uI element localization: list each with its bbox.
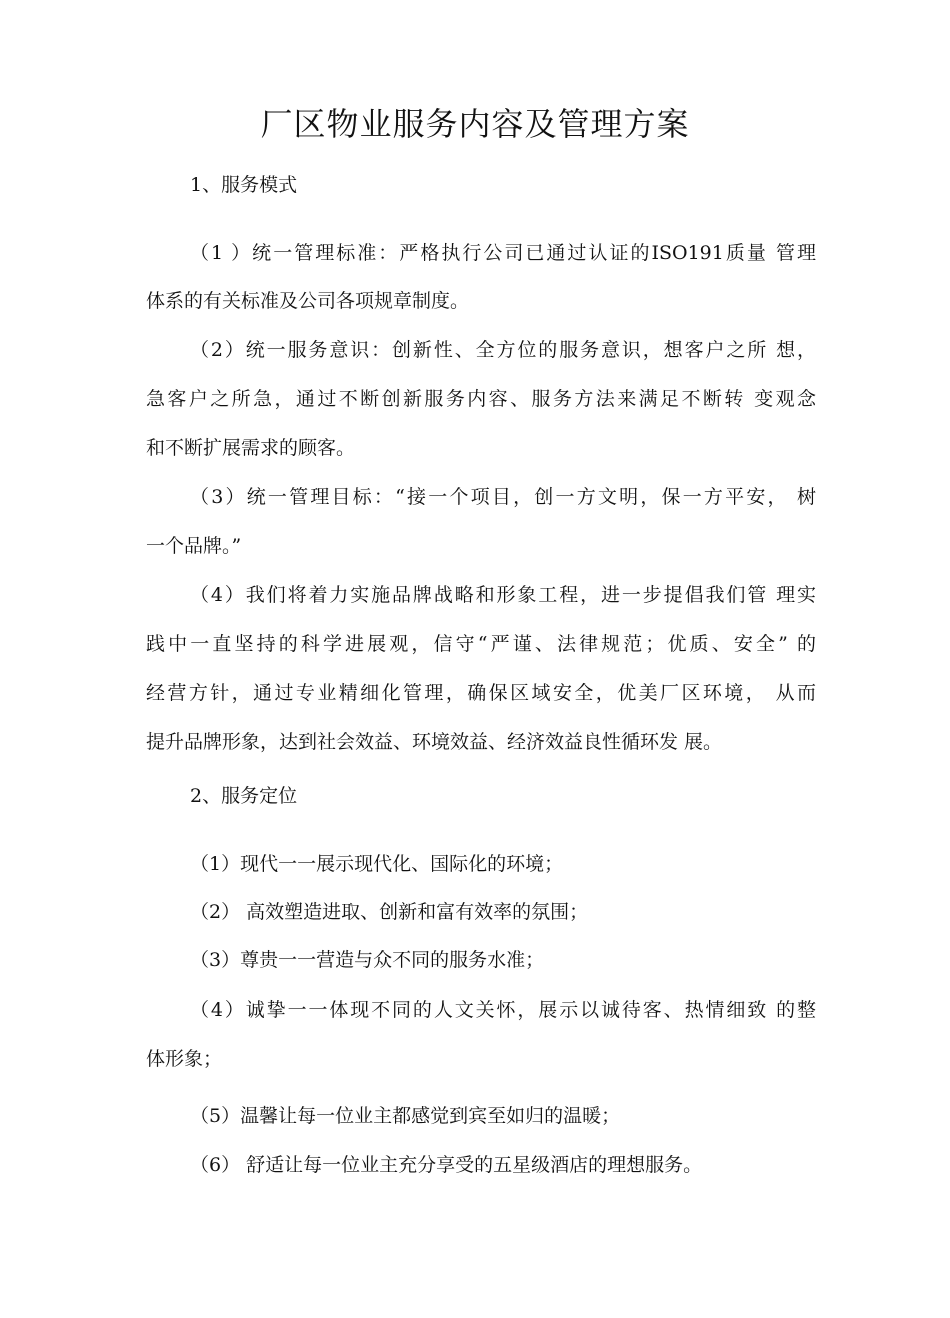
section-heading-service-mode: 1、服务模式 [190, 174, 298, 196]
paragraph-line: 践中一直坚持的科学进展观，信守“严谨、法律规范；优质、安全” 的 [146, 633, 816, 655]
paragraph-line: （3）统一管理目标：“接一个项目，创一方文明，保一方平安， 树 [190, 486, 816, 508]
paragraph-line: （4）我们将着力实施品牌战略和形象工程，进一步提倡我们管 理实 [190, 584, 816, 606]
section-heading-service-positioning: 2、服务定位 [190, 785, 298, 807]
paragraph-line: 提升品牌形象，达到社会效益、环境效益、经济效益良性循环发 展。 [146, 731, 723, 753]
paragraph-line: （1 ）统一管理标准：严格执行公司已通过认证的ISO191质量 管理 [190, 242, 816, 264]
paragraph-line: 一个品牌。” [146, 535, 242, 557]
list-item: （4）诚挚一一体现不同的人文关怀，展示以诚待客、热情细致 的整 [190, 999, 816, 1021]
paragraph-line: 经营方针，通过专业精细化管理，确保区域安全，优美厂区环境， 从而 [146, 682, 816, 704]
list-item: （5）温馨让每一位业主都感觉到宾至如归的温暖； [190, 1105, 621, 1127]
document-title: 厂区物业服务内容及管理方案 [260, 105, 690, 143]
paragraph-line: （2）统一服务意识：创新性、全方位的服务意识，想客户之所 想， [190, 339, 816, 361]
paragraph-line: 急客户之所急，通过不断创新服务内容、服务方法来满足不断转 变观念 [146, 388, 816, 410]
list-item-continued: 体形象； [146, 1048, 223, 1070]
list-item: （1）现代一一展示现代化、国际化的环境； [190, 853, 564, 875]
paragraph-line: 和不断扩展需求的顾客。 [146, 437, 356, 459]
list-item: （2） 高效塑造进取、创新和富有效率的氛围； [190, 901, 589, 923]
list-item: （6） 舒适让每一位业主充分享受的五星级酒店的理想服务。 [190, 1154, 703, 1176]
paragraph-line: 体系的有关标准及公司各项规章制度。 [146, 290, 470, 312]
list-item: （3）尊贵一一营造与众不同的服务水准； [190, 949, 545, 971]
